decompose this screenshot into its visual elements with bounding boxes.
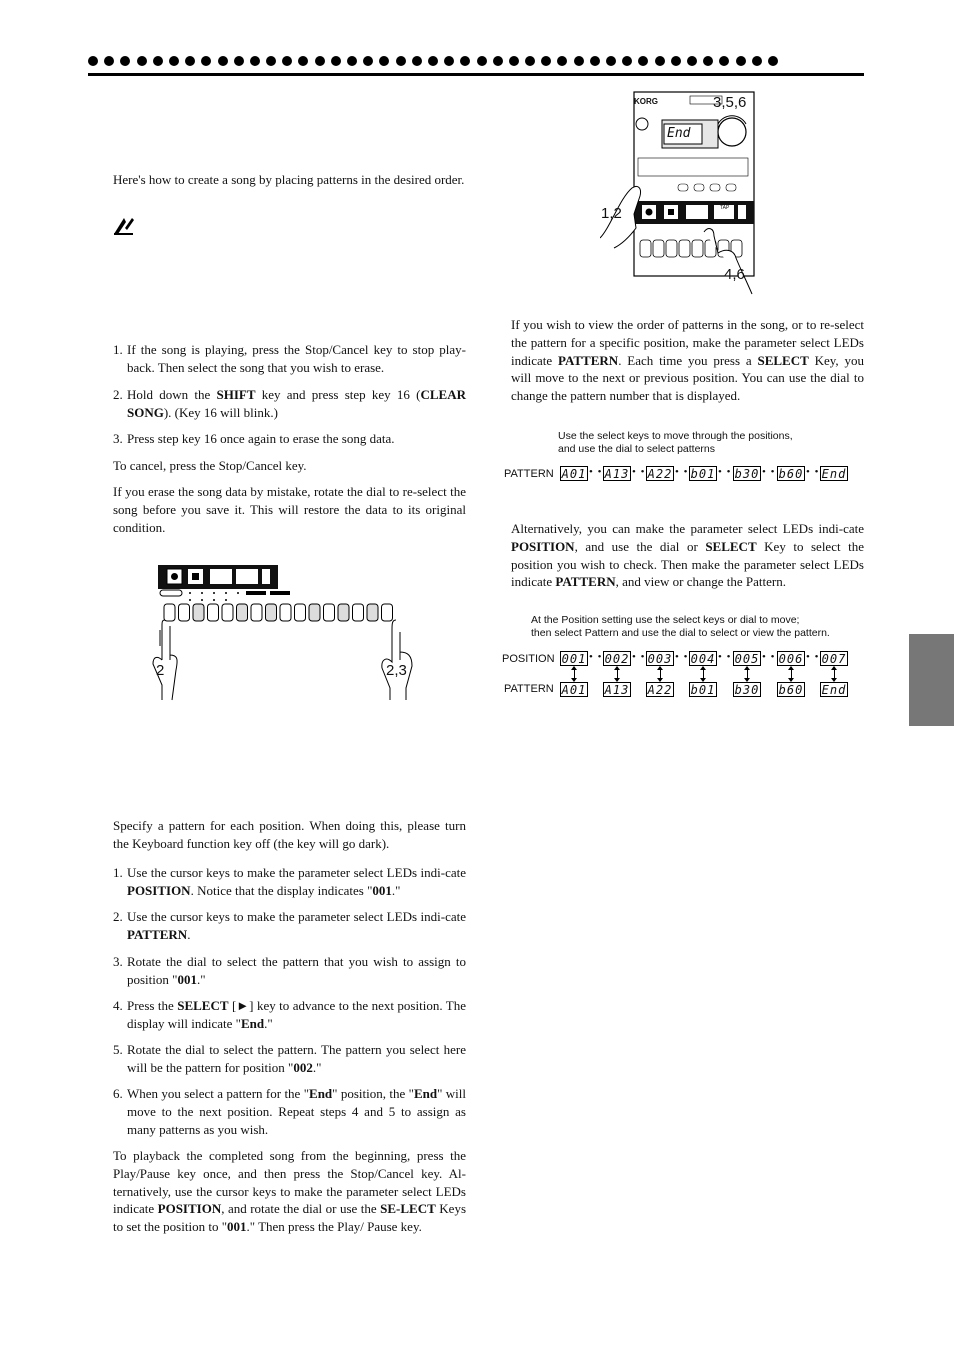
sequence-connector: • • bbox=[632, 466, 646, 478]
header-dot bbox=[557, 56, 567, 66]
header-dot bbox=[412, 56, 422, 66]
header-dot bbox=[752, 56, 762, 66]
pattern-display: b01 bbox=[690, 467, 716, 481]
specify-step-1: Use the cursor keys to make the parameter select LEDs indi-cate POSITION. Notice that the display indicates "001." bbox=[127, 865, 466, 898]
header-dot bbox=[282, 56, 292, 66]
cancel-text: To cancel, press the Stop/Cancel key. bbox=[113, 458, 307, 473]
specify-step-6: When you select a pattern for the "End" position, the "End" will move to the next position. Repeat steps 4 and 5 to assign as many patterns as you wish. bbox=[127, 1086, 467, 1137]
pattern-display: A22 bbox=[647, 683, 673, 697]
header-dot bbox=[104, 56, 114, 66]
specify-step-4: Press the SELECT [►] key to advance to the next position. The display will indicate "End." bbox=[127, 998, 466, 1031]
pattern-display: End bbox=[821, 683, 847, 697]
alternative-text: Alternatively, you can make the parameter select LEDs indi-cate POSITION, and use the dial or SELECT Key to select the position you wish to check. Then make the parameter select LEDs indicate PATTERN, and view or change the Pattern. bbox=[511, 521, 864, 590]
specify-step-5: Rotate the dial to select the pattern. The pattern you select here will be the pattern for position "002." bbox=[127, 1042, 466, 1075]
pattern-display: b01 bbox=[690, 683, 716, 697]
pattern-display: A01 bbox=[561, 467, 587, 481]
erase-step-3: Press step key 16 once again to erase the song data. bbox=[127, 431, 395, 446]
header-dot bbox=[703, 56, 713, 66]
specify-step-3: Rotate the dial to select the pattern that you wish to assign to position "001." bbox=[127, 954, 466, 987]
caption-select-keys bbox=[558, 430, 793, 456]
finger-label-left: 2 bbox=[156, 662, 165, 679]
step-key bbox=[237, 604, 248, 621]
header-dot bbox=[88, 56, 98, 66]
link-arrow bbox=[660, 667, 661, 681]
caption-line: and use the dial to select patterns bbox=[558, 443, 716, 455]
step-key bbox=[382, 604, 393, 621]
header-dot bbox=[347, 56, 357, 66]
header-dot bbox=[477, 56, 487, 66]
header-dot bbox=[169, 56, 179, 66]
caption-line: then select Pattern and use the dial to select or view the pattern. bbox=[531, 627, 830, 639]
position-display: 003 bbox=[647, 652, 673, 666]
step-key bbox=[309, 604, 320, 621]
step-key bbox=[353, 604, 364, 621]
step-number: 6. bbox=[113, 1086, 123, 1101]
step-number: 1. bbox=[113, 342, 123, 357]
note-icon bbox=[113, 216, 135, 241]
header-dot bbox=[622, 56, 632, 66]
pattern-display: A13 bbox=[604, 683, 630, 697]
header-dot bbox=[671, 56, 681, 66]
header-dot bbox=[185, 56, 195, 66]
position-row-label: POSITION bbox=[502, 653, 555, 665]
header-dot bbox=[250, 56, 260, 66]
sequence-connector: • • bbox=[718, 466, 732, 478]
header-dot bbox=[428, 56, 438, 66]
sequence-connector: • • bbox=[718, 651, 732, 663]
header-dot bbox=[525, 56, 535, 66]
header-dot bbox=[574, 56, 584, 66]
sequence-connector: • • bbox=[762, 651, 776, 663]
pattern-display: A01 bbox=[561, 683, 587, 697]
sequence-connector: • • bbox=[806, 651, 820, 663]
pattern-row-label-2: PATTERN bbox=[504, 683, 554, 695]
pattern-display: End bbox=[821, 467, 847, 481]
header-dot bbox=[590, 56, 600, 66]
caption-line: Use the select keys to move through the positions, bbox=[558, 430, 793, 442]
brand-logo: KORG bbox=[634, 97, 658, 106]
position-display: 001 bbox=[561, 652, 587, 666]
link-arrow bbox=[703, 667, 704, 681]
link-arrow bbox=[791, 667, 792, 681]
header-dot bbox=[509, 56, 519, 66]
position-display: 002 bbox=[604, 652, 630, 666]
step-key bbox=[338, 604, 349, 621]
view-text: If you wish to view the order of patterns in the song, or to re-select the pattern for a specific position, make the parameter select LEDs indicate PATTERN. Each time you press a SELECT Key, you will move to the next or previous position. You can use the dial to change the pattern number that is displayed. bbox=[511, 317, 864, 404]
step-number: 5. bbox=[113, 1042, 123, 1057]
header-dot bbox=[687, 56, 697, 66]
position-display: 004 bbox=[690, 652, 716, 666]
pattern-display: A13 bbox=[604, 467, 630, 481]
pattern-row-label: PATTERN bbox=[504, 468, 554, 480]
caption-line: At the Position setting use the select keys or dial to move; bbox=[531, 614, 800, 626]
step-number: 3. bbox=[113, 954, 123, 969]
link-arrow bbox=[574, 667, 575, 681]
pattern-display: b30 bbox=[734, 683, 760, 697]
finger-label-select: 4,6 bbox=[724, 266, 745, 283]
header-dot bbox=[298, 56, 308, 66]
sequence-connector: • • bbox=[675, 466, 689, 478]
header-dot bbox=[606, 56, 616, 66]
header-dot bbox=[655, 56, 665, 66]
chapter-tab bbox=[909, 634, 954, 726]
step-key bbox=[222, 604, 233, 621]
link-arrow bbox=[834, 667, 835, 681]
step-key bbox=[251, 604, 262, 621]
step-key bbox=[266, 604, 277, 621]
pattern-display: b60 bbox=[778, 683, 804, 697]
step-number: 1. bbox=[113, 865, 123, 880]
step-key bbox=[179, 604, 190, 621]
header-dot bbox=[331, 56, 341, 66]
header-dot bbox=[396, 56, 406, 66]
header-dot bbox=[137, 56, 147, 66]
header-dot bbox=[460, 56, 470, 66]
header-dot bbox=[153, 56, 163, 66]
caption-position-setting bbox=[531, 614, 830, 640]
step-key bbox=[367, 604, 378, 621]
intro-text: Here's how to create a song by placing patterns in the desired order. bbox=[113, 172, 465, 187]
pattern-display: b30 bbox=[734, 467, 760, 481]
finger-label-right: 2,3 bbox=[386, 662, 407, 679]
device-figure bbox=[600, 88, 770, 298]
finger-label-dial: 3,5,6 bbox=[713, 94, 747, 111]
header-dot bbox=[541, 56, 551, 66]
header-dot bbox=[266, 56, 276, 66]
position-display: 006 bbox=[778, 652, 804, 666]
sequence-connector: • • bbox=[762, 466, 776, 478]
step-number: 3. bbox=[113, 431, 123, 446]
header-rule bbox=[88, 73, 864, 76]
sequence-connector: • • bbox=[632, 651, 646, 663]
sequence-connector: • • bbox=[806, 466, 820, 478]
position-display: 007 bbox=[821, 652, 847, 666]
specify-text: Specify a pattern for each position. When doing this, please turn the Keyboard function key off (the key will go dark). bbox=[113, 818, 466, 852]
tap-key-label: TAP bbox=[720, 205, 730, 211]
header-dot bbox=[493, 56, 503, 66]
header-dot bbox=[234, 56, 244, 66]
sequence-connector: • • bbox=[589, 466, 603, 478]
step-key bbox=[280, 604, 291, 621]
step-number: 4. bbox=[113, 998, 123, 1013]
header-dot bbox=[315, 56, 325, 66]
header-dot-row bbox=[88, 53, 778, 69]
link-arrow bbox=[747, 667, 748, 681]
step-key bbox=[164, 604, 175, 621]
display-readout: End bbox=[667, 126, 691, 141]
header-dot bbox=[638, 56, 648, 66]
specify-step-2: Use the cursor keys to make the parameter select LEDs indi-cate PATTERN. bbox=[127, 909, 466, 942]
header-dot bbox=[218, 56, 228, 66]
header-dot bbox=[201, 56, 211, 66]
step-key bbox=[324, 604, 335, 621]
header-dot bbox=[768, 56, 778, 66]
restore-text: If you erase the song data by mistake, rotate the dial to re-select the song before you save it. This will restore the data to its original condition. bbox=[113, 484, 466, 535]
sequence-connector: • • bbox=[675, 651, 689, 663]
link-arrow bbox=[617, 667, 618, 681]
step-key bbox=[193, 604, 204, 621]
step-keys-figure bbox=[150, 560, 430, 705]
pattern-display: b60 bbox=[778, 467, 804, 481]
erase-step-2: Hold down the SHIFT key and press step key 16 (CLEAR SONG). (Key 16 will blink.) bbox=[127, 387, 466, 420]
header-dot bbox=[444, 56, 454, 66]
position-display: 005 bbox=[734, 652, 760, 666]
step-number: 2. bbox=[113, 909, 123, 924]
header-dot bbox=[379, 56, 389, 66]
step-key bbox=[295, 604, 306, 621]
header-dot bbox=[736, 56, 746, 66]
header-dot bbox=[363, 56, 373, 66]
step-key bbox=[208, 604, 219, 621]
header-dot bbox=[120, 56, 130, 66]
step-number: 2. bbox=[113, 387, 123, 402]
playback-text: To playback the completed song from the beginning, press the Play/Pause key once, and then press the Stop/Cancel key. Al-ternatively, use the cursor keys to make the parameter select LEDs indicate POSITION, and rotate the dial or use the SE-LECT Keys to set the position to "001." Then press the Play/ Pause key. bbox=[113, 1148, 467, 1235]
sequence-connector: • • bbox=[589, 651, 603, 663]
finger-label-play: 1,2 bbox=[601, 205, 622, 222]
pattern-display: A22 bbox=[647, 467, 673, 481]
header-dot bbox=[719, 56, 729, 66]
erase-step-1: If the song is playing, press the Stop/Cancel key to stop play-back. Then select the song that you wish to erase. bbox=[127, 342, 466, 375]
